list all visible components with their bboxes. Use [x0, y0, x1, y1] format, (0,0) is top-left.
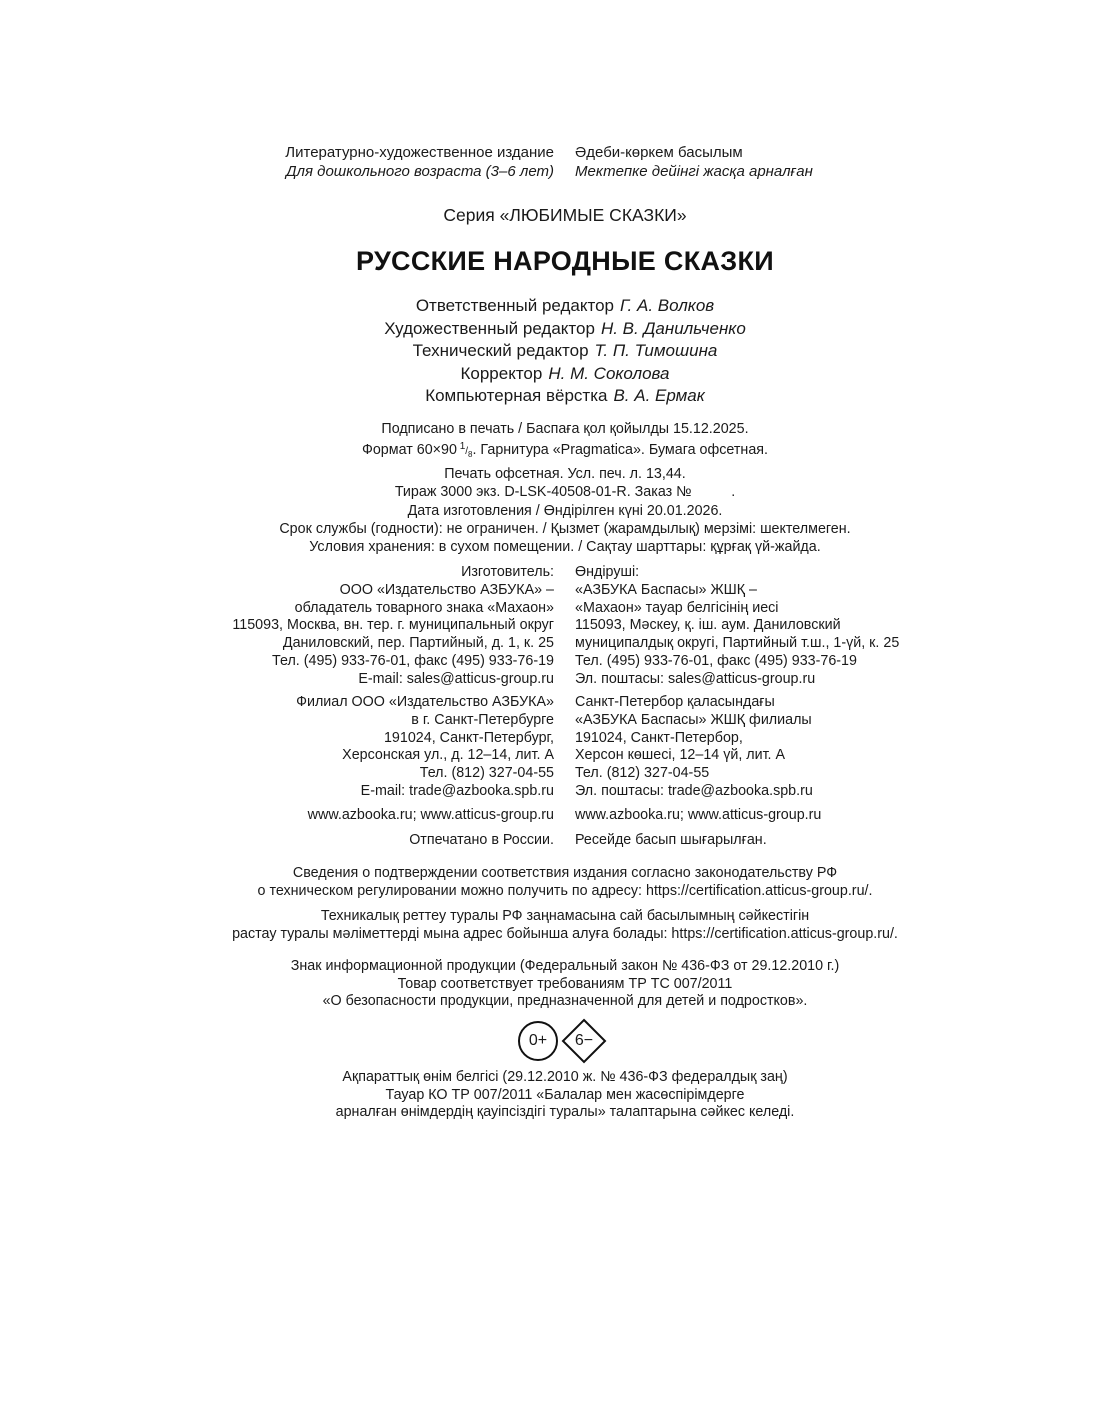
manufacturer-kz-email: Эл. поштасы: sales@atticus-group.ru: [575, 670, 816, 687]
branch-ru-line: Филиал ООО «Издательство АЗБУКА»: [296, 694, 554, 710]
credit-row: [0, 363, 1100, 386]
info-law-ru: [0, 958, 1100, 1011]
manufacturer-kz-phone: Тел. (495) 933-76-01, факс (495) 933-76-19: [575, 652, 857, 669]
age-note-ru: Для дошкольного возраста (3–6 лет): [285, 163, 554, 180]
age-rating-circle-icon: [518, 1021, 558, 1061]
branch-kz-line: Санкт-Петербор қаласындағы: [575, 694, 775, 710]
branch-ru-line: 191024, Санкт-Петербург,: [383, 729, 554, 746]
credit-name: Т. П. Тимошина: [594, 341, 718, 361]
fraction-denominator: 8: [468, 450, 473, 460]
branch-ru-line: в г. Санкт-Петербурге: [411, 711, 554, 728]
info-law-kz-line: Ақпараттық өнім белгісі (29.12.2010 ж. № 436-ФЗ федералдық заң): [342, 1069, 788, 1085]
certification-ru-line: Сведения о подтверждении соответствия издания согласно законодательству РФ: [292, 865, 838, 881]
certification-kz: [0, 907, 1100, 943]
certification-kz-line: Техникалық реттеу туралы РФ заңнамасына сай басылымның сәйкестігін: [320, 908, 810, 924]
printed-in-ru: Отпечатано в России.: [409, 832, 554, 848]
credits-list: [0, 295, 1100, 408]
series-label: Серия «ЛЮБИМЫЕ СКАЗКИ»: [443, 205, 687, 225]
book-title: РУССКИЕ НАРОДНЫЕ СКАЗКИ: [356, 246, 774, 276]
manufacturer-ru-line: ООО «Издательство АЗБУКА» –: [339, 581, 554, 598]
credit-name: Н. М. Соколова: [548, 363, 670, 383]
branch-kz-line: 191024, Санкт-Петербор,: [575, 729, 743, 746]
format-suffix: . Гарнитура «Pragmatica». Бумага офсетная.: [472, 442, 768, 459]
manufacturer-kz-line: «АЗБУКА Баспасы» ЖШҚ –: [575, 581, 758, 598]
manufacturer-kz-line: муниципалдық округі, Партийный т.ш., 1-үй, к. 25: [575, 635, 900, 652]
manufacturer-ru-line: обладатель товарного знака «Махаон»: [294, 599, 554, 616]
credit-role: Компьютерная вёрстка: [425, 386, 608, 406]
manufacturer-ru-email: E-mail: sales@atticus-group.ru: [358, 670, 554, 687]
certification-ru-line: о техническом регулировании можно получить по адресу: https://certification.atticus-group.ru/.: [257, 883, 873, 899]
credit-role: Ответственный редактор: [415, 296, 615, 315]
age-rating-circle-label: 0+: [528, 1032, 548, 1049]
print-run: Тираж 3000 экз. D-LSK-40508-01-R. Заказ № .: [394, 484, 736, 501]
info-law-kz-line: Тауар КО ТР 007/2011 «Балалар мен жасөспірімдерге: [385, 1086, 745, 1103]
branch-kz-line: «АЗБУКА Баспасы» ЖШҚ филиалы: [575, 711, 812, 728]
info-law-ru-line: «О безопасности продукции, предназначенной для детей и подростков».: [322, 993, 808, 1010]
websites-ru: www.azbooka.ru; www.atticus-group.ru: [307, 807, 554, 823]
branch-ru-phone: Тел. (812) 327-04-55: [419, 765, 554, 782]
age-rating-diamond-label: 6−: [574, 1032, 594, 1049]
credit-row: [0, 295, 1100, 318]
manufacturer-ru-line: 115093, Москва, вн. тер. г. муниципальный округ: [232, 617, 554, 634]
manufacturer-kz-line: «Махаон» тауар белгісінің иесі: [575, 599, 779, 616]
format-fraction: $^1/_8$: [459, 441, 473, 460]
printed-in-row: [0, 832, 1100, 850]
credit-role: Художественный редактор: [384, 318, 595, 338]
edition-type-kz: Әдеби-көркем басылым: [575, 144, 743, 161]
branch-ru-email: E-mail: trade@azbooka.spb.ru: [360, 782, 554, 799]
credit-name: Н. В. Данильченко: [600, 318, 746, 338]
print-info: Печать офсетная. Усл. печ. л. 13,44.: [444, 465, 686, 482]
manufacture-date: Дата изготовления / Өндірілген күні 20.01.2026.: [407, 502, 723, 519]
format-line: [0, 438, 1100, 464]
age-rating-diamond-icon: [561, 1018, 607, 1064]
credit-row: [0, 318, 1100, 341]
info-law-kz: [0, 1069, 1100, 1122]
fraction-numerator: 1: [459, 441, 466, 453]
edition-type-ru: Литературно-художественное издание: [285, 144, 554, 161]
info-law-ru-line: Товар соответствует требованиям ТР ТС 007/2011: [397, 975, 733, 992]
manufacturer-block: [0, 564, 1100, 689]
credit-role: Корректор: [460, 363, 543, 383]
format-prefix: Формат 60×90: [361, 442, 457, 459]
credit-role: Технический редактор: [412, 341, 589, 361]
websites-kz: www.azbooka.ru; www.atticus-group.ru: [575, 807, 822, 823]
service-life: Срок службы (годности): не ограничен. / Қызмет (жарамдылық) мерзімі: шектелмеген.: [279, 521, 851, 538]
branch-ru-line: Херсонская ул., д. 12–14, лит. А: [342, 747, 554, 764]
credit-name: В. А. Ермак: [613, 386, 705, 406]
info-law-kz-line: арналған өнімдердің қауіпсіздігі туралы» талаптарына сәйкес келеді.: [335, 1104, 795, 1121]
imprint-block: [0, 420, 1100, 557]
info-law-ru-line: Знак информационной продукции (Федеральный закон № 436-ФЗ от 29.12.2010 г.): [290, 958, 840, 974]
certification-kz-line: растау туралы мәліметтерді мына адрес бойынша алуға болады: https://certification.atticus-group.ru/.: [232, 926, 898, 942]
manufacturer-ru-line: Изготовитель:: [461, 564, 554, 580]
edition-header: [0, 143, 1100, 181]
branch-kz-email: Эл. поштасы: trade@azbooka.spb.ru: [575, 782, 813, 799]
certification-ru: [0, 864, 1100, 900]
age-rating-badges: [518, 1019, 607, 1063]
credit-row: [0, 340, 1100, 363]
credit-name: Г. А. Волков: [620, 296, 715, 315]
manufacturer-ru-line: Даниловский, пер. Партийный, д. 1, к. 25: [282, 635, 554, 652]
websites-row: [0, 807, 1100, 825]
credit-row: [0, 385, 1100, 408]
storage-conditions: Условия хранения: в сухом помещении. / Сақтау шарттары: құрғақ үй-жайда.: [309, 539, 821, 556]
manufacturer-ru-phone: Тел. (495) 933-76-01, факс (495) 933-76-19: [272, 652, 554, 669]
manufacturer-kz-line: 115093, Мәскеу, қ. іш. аум. Даниловский: [575, 617, 841, 634]
signed-date: Подписано в печать / Баспаға қол қойылды 15.12.2025.: [381, 421, 749, 437]
printed-in-kz: Ресейде басып шығарылған.: [575, 832, 767, 848]
branch-kz-phone: Тел. (812) 327-04-55: [575, 765, 710, 782]
age-note-kz: Мектепке дейінгі жасқа арналған: [575, 163, 813, 180]
branch-block: [0, 694, 1100, 801]
manufacturer-kz-line: Өндіруші:: [575, 564, 640, 580]
branch-kz-line: Херсон көшесі, 12–14 үй, лит. А: [575, 747, 786, 764]
